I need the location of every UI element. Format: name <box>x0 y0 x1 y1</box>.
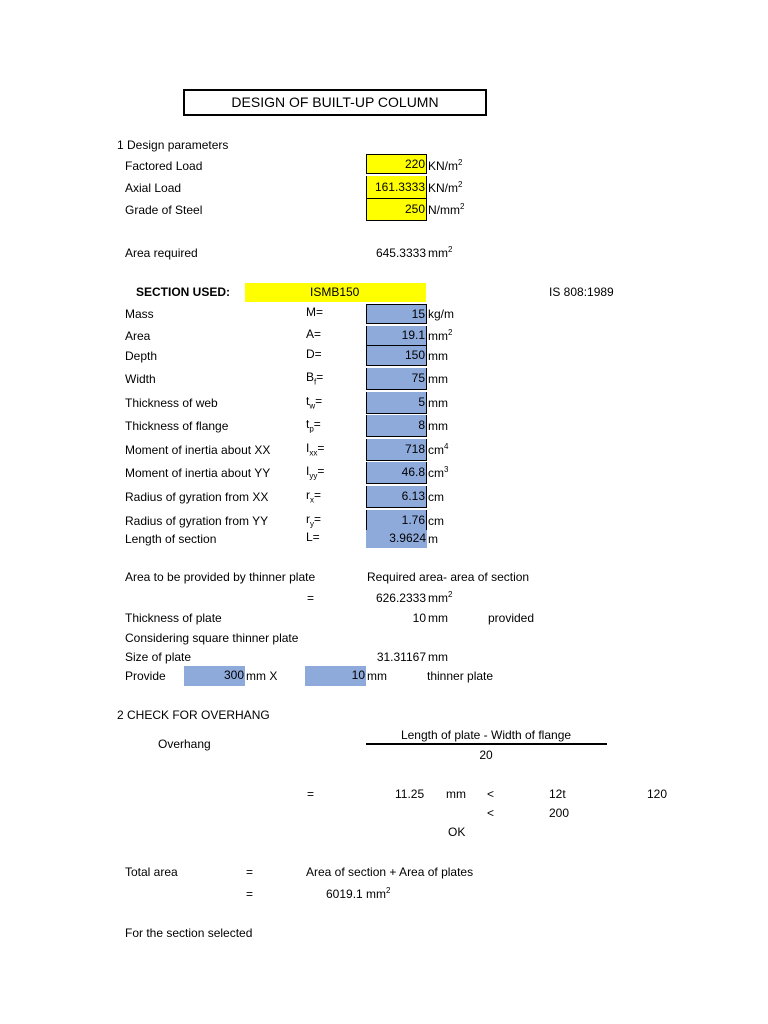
property-symbol: D= <box>306 347 322 361</box>
equals-sign: = <box>307 787 315 801</box>
property-symbol: $I_{yy}=$ <box>306 464 325 481</box>
provide-unit: mm <box>367 669 387 683</box>
total-area-label: Total area <box>125 865 178 879</box>
section-heading-overhang: 2 CHECK FOR OVERHANG <box>117 708 270 722</box>
property-unit: cm <box>428 514 444 528</box>
section-name[interactable]: ISMB150 <box>310 285 360 299</box>
property-value-input[interactable]: 75 <box>366 368 427 390</box>
area-required-label: Area required <box>125 246 198 260</box>
property-value-input[interactable]: 46.8 <box>366 462 427 484</box>
property-label: Area <box>125 329 151 343</box>
plate-area-label: Area to be provided by thinner plate <box>125 570 316 584</box>
property-value-input[interactable]: 5 <box>366 392 427 414</box>
section-used-label: SECTION USED: <box>136 285 231 299</box>
property-unit: mm <box>428 372 448 386</box>
overhang-label: Overhang <box>158 737 211 751</box>
property-label: Length of section <box>125 532 217 546</box>
overhang-numerator: Length of plate - Width of flange <box>400 728 572 742</box>
axial-load-input[interactable]: 161.3333 <box>366 176 427 199</box>
plate-thickness-value: 10 <box>412 611 426 625</box>
overhang-denominator: 20 <box>479 748 493 762</box>
property-label: Thickness of flange <box>125 419 229 433</box>
property-label: Width <box>125 372 156 386</box>
area-required-unit: $mm^2$ <box>428 245 453 260</box>
property-unit: $cm^3$ <box>428 465 449 480</box>
overhang-unit: mm <box>446 787 466 801</box>
property-label: Radius of gyration from YY <box>125 514 269 528</box>
plate-size-unit: mm <box>428 650 448 664</box>
property-value-input[interactable]: 1.76 <box>366 510 427 532</box>
property-label: Moment of inertia about YY <box>125 466 271 480</box>
property-value-input[interactable]: 6.13 <box>366 486 427 508</box>
plate-area-value: 626.2333 <box>375 591 426 605</box>
plate-size-label: Size of plate <box>125 650 192 664</box>
square-plate-label: Considering square thinner plate <box>125 631 299 645</box>
property-symbol: $t_w=$ <box>306 394 323 411</box>
param-label-grade-of-steel: Grade of Steel <box>125 203 203 217</box>
section-heading-design-parameters: 1 Design parameters <box>117 138 229 152</box>
plate-size-value: 31.31167 <box>376 650 426 664</box>
limit-12t-value: 120 <box>647 787 668 801</box>
property-symbol: $I_{xx}=$ <box>306 441 325 458</box>
property-symbol: M= <box>306 305 324 319</box>
property-value-input[interactable]: 8 <box>366 415 427 437</box>
property-unit: m <box>428 532 438 546</box>
property-value-input[interactable]: 718 <box>366 439 427 461</box>
property-value-input[interactable]: 15 <box>366 304 427 324</box>
property-label: Thickness of web <box>125 396 218 410</box>
property-unit: $cm^4$ <box>428 442 449 457</box>
property-unit: mm <box>428 419 448 433</box>
overhang-value: 11.25 <box>395 787 425 801</box>
property-unit: cm <box>428 490 444 504</box>
property-unit: kg/m <box>428 307 455 321</box>
plate-area-unit: $mm^2$ <box>428 590 453 605</box>
property-value-input[interactable]: 150 <box>366 346 427 366</box>
code-reference: IS 808:1989 <box>549 285 614 299</box>
overhang-result: OK <box>448 825 466 839</box>
factored-load-input[interactable]: 220 <box>366 154 427 174</box>
grade-of-steel-input[interactable]: 250 <box>366 199 427 221</box>
property-symbol: $B_f=$ <box>306 370 324 387</box>
limit-200-value: 200 <box>549 806 570 820</box>
footer-text: For the section selected <box>125 926 253 940</box>
provide-x-label: mm X <box>246 669 278 683</box>
plate-thickness-unit: mm <box>428 611 448 625</box>
plate-thickness-input[interactable]: 10 <box>305 666 366 686</box>
less-than-sign: < <box>487 787 495 801</box>
provide-note: thinner plate <box>427 669 494 683</box>
property-label: Depth <box>125 349 158 363</box>
equals-sign: = <box>246 865 254 879</box>
less-than-sign: < <box>487 806 495 820</box>
property-unit: mm <box>428 396 448 410</box>
plate-area-formula: Required area- area of section <box>367 570 530 584</box>
param-unit: $KN/m^2$ <box>428 158 463 173</box>
param-unit: $N/mm^2$ <box>428 202 465 217</box>
provide-label: Provide <box>125 669 166 683</box>
fraction-bar <box>366 743 607 745</box>
plate-thickness-note: provided <box>488 611 535 625</box>
property-label: Radius of gyration from XX <box>125 490 269 504</box>
property-unit: mm <box>428 349 448 363</box>
total-area-value: 6019.1 $mm^2$ <box>326 886 391 901</box>
property-value-input[interactable]: 19.1 <box>366 326 427 346</box>
property-symbol: $r_y=$ <box>306 512 322 529</box>
equals-sign: = <box>246 887 254 901</box>
property-symbol: $r_x=$ <box>306 488 322 505</box>
property-symbol: $t_p=$ <box>306 417 321 434</box>
param-unit: $KN/m^2$ <box>428 180 463 195</box>
property-label: Mass <box>125 307 154 321</box>
area-required-value: 645.3333 <box>375 246 426 260</box>
limit-12t-label: 12t <box>549 787 566 801</box>
plate-width-input[interactable]: 300 <box>184 666 245 686</box>
plate-thickness-label: Thickness of plate <box>125 611 222 625</box>
property-unit: $mm^2$ <box>428 328 453 343</box>
page-title: DESIGN OF BUILT-UP COLUMN <box>183 89 487 116</box>
equals-sign: = <box>307 591 315 605</box>
param-label-axial-load: Axial Load <box>125 181 182 195</box>
property-symbol: L= <box>306 530 320 544</box>
total-area-formula: Area of section + Area of plates <box>306 865 474 879</box>
property-value-input[interactable]: 3.9624 <box>366 530 427 548</box>
property-symbol: A= <box>306 327 322 341</box>
param-label-factored-load: Factored Load <box>125 159 203 173</box>
property-label: Moment of inertia about XX <box>125 443 271 457</box>
